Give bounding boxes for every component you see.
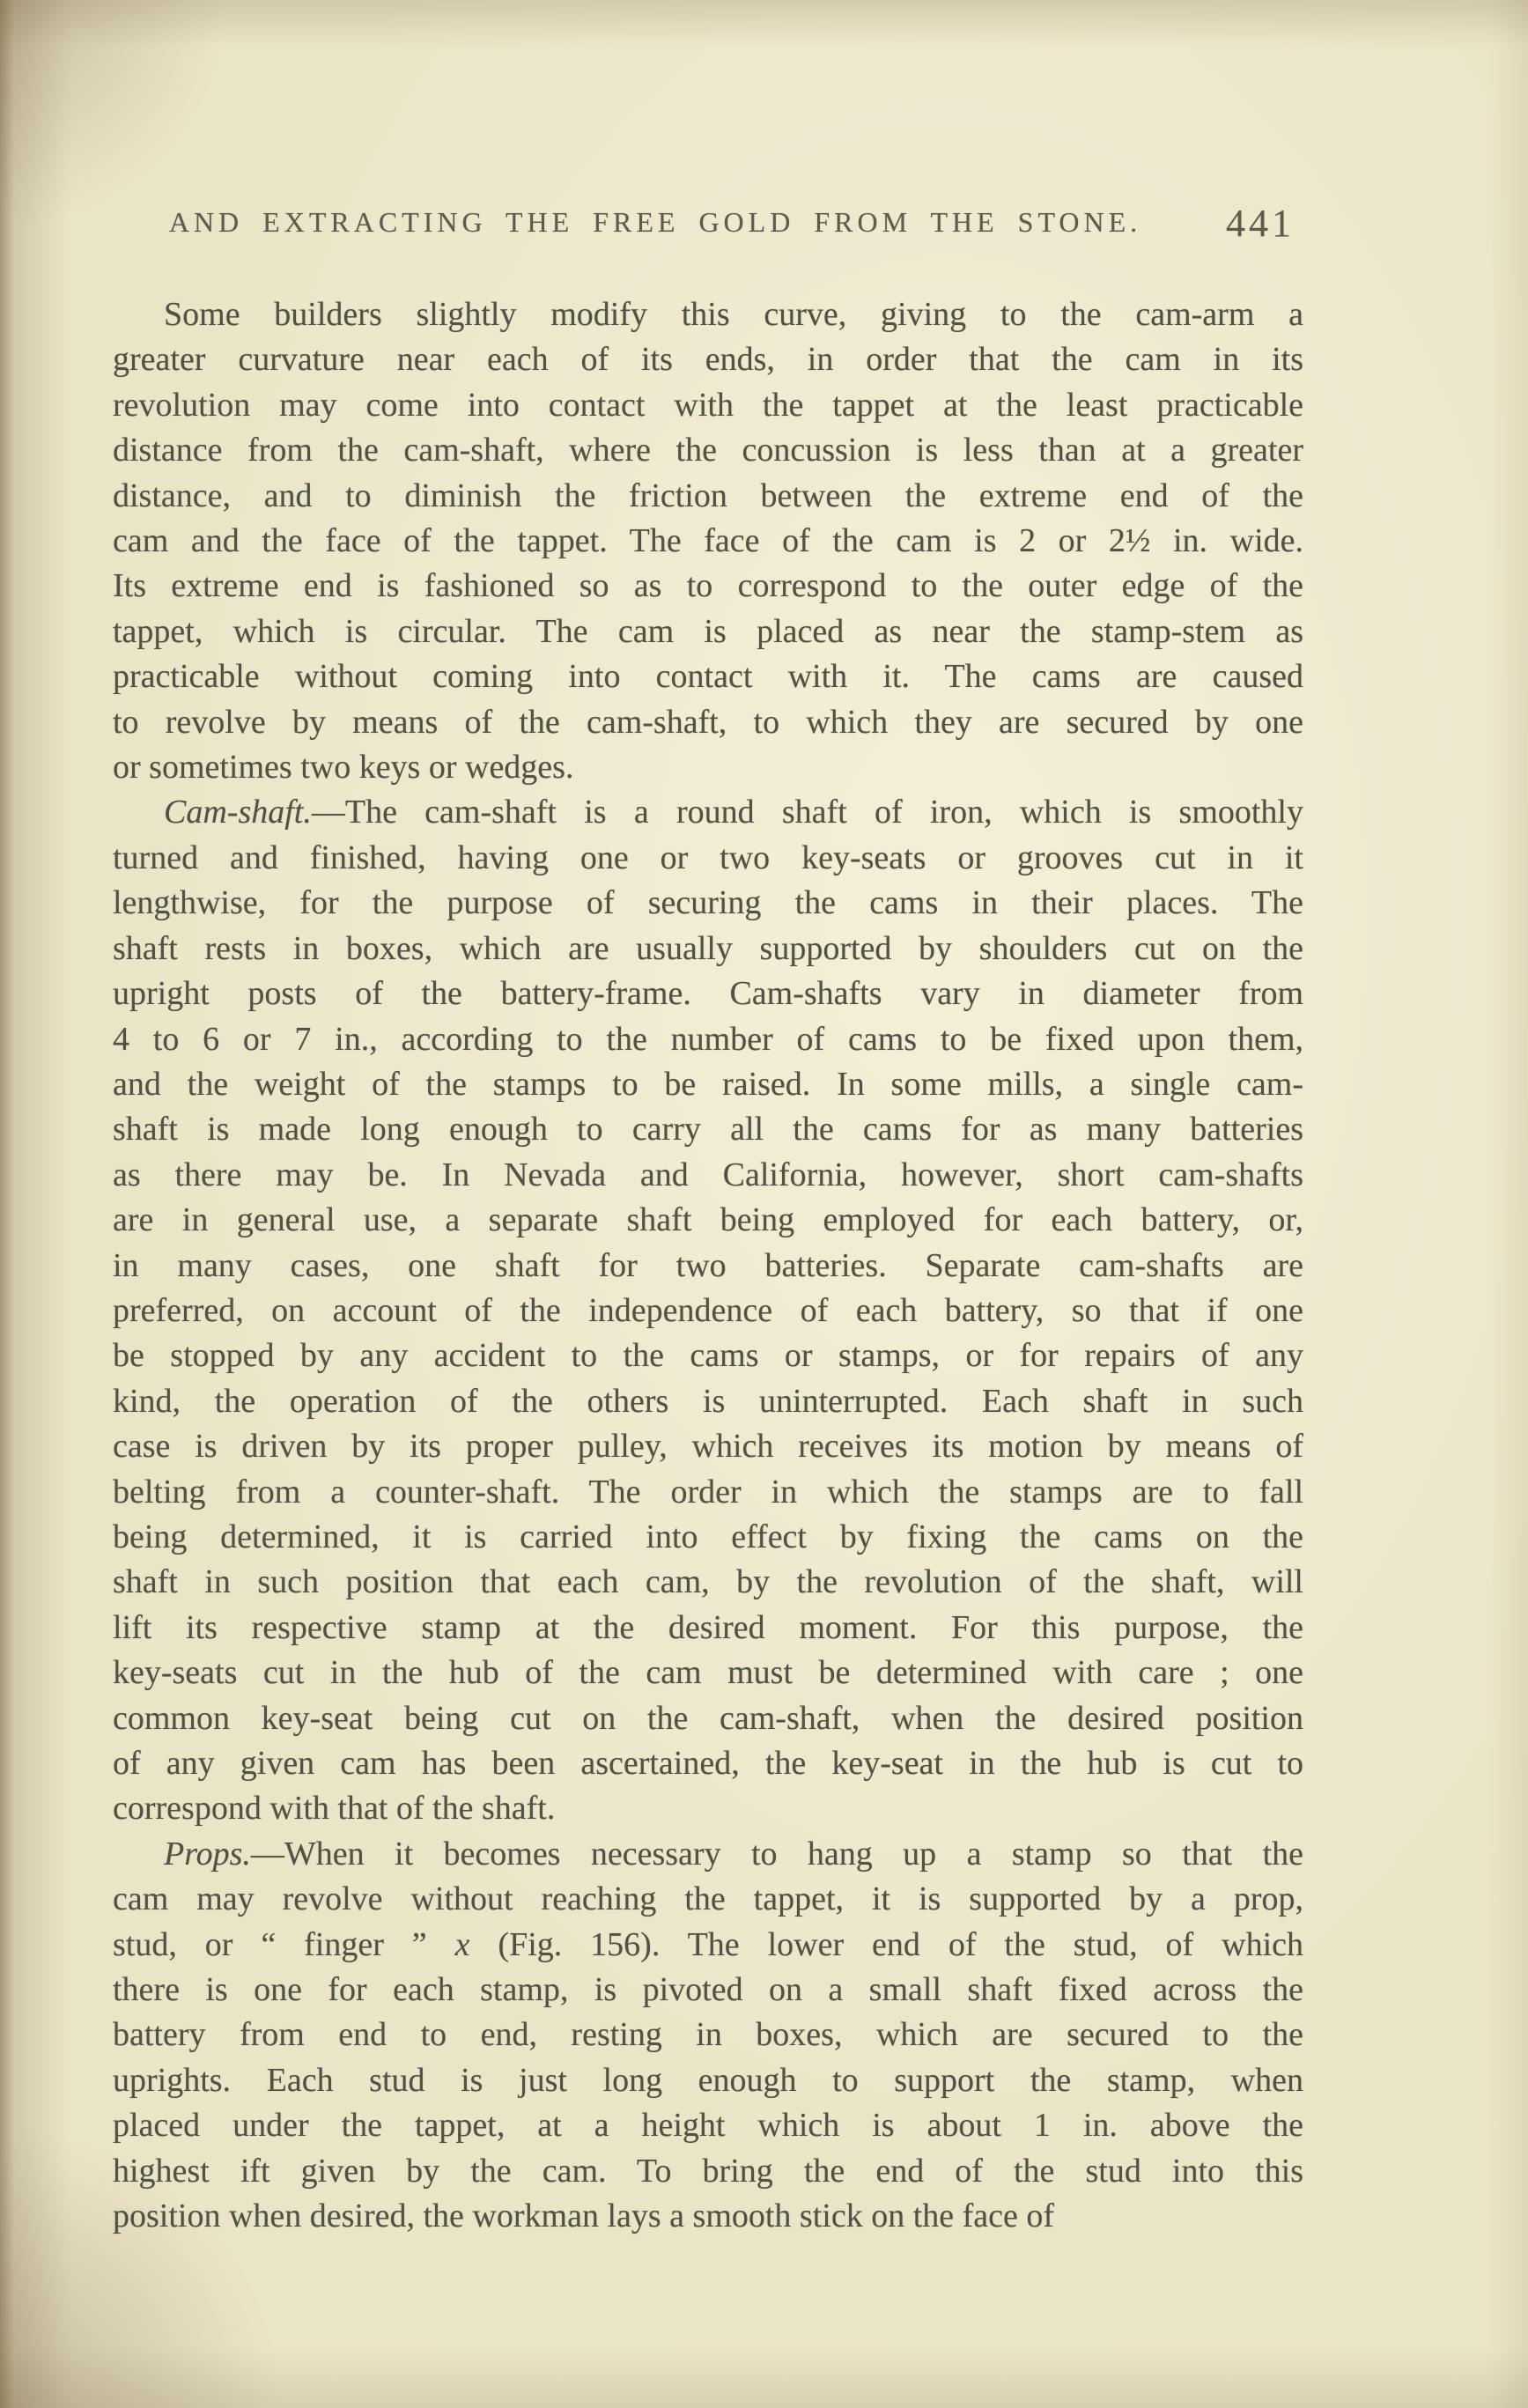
text-line: revolution may come into contact with the tappet at the least practicable xyxy=(113,386,1303,424)
text-line: in many cases, one shaft for two batteries. Separate cam-shafts are xyxy=(113,1246,1303,1284)
text-line: common key-seat being cut on the cam-shaft, when the desired position xyxy=(113,1699,1303,1737)
body-text xyxy=(113,292,1303,2239)
text-line: there is one for each stamp, is pivoted on a small shaft fixed across the xyxy=(113,1971,1303,2009)
running-header-title: AND EXTRACTING THE FREE GOLD FROM THE STONE. xyxy=(168,206,1142,238)
text-line: battery from end to end, resting in boxes, which are secured to the xyxy=(113,2016,1303,2054)
paragraph xyxy=(113,292,1303,790)
text-line: shaft is made long enough to carry all the cams for as many batteries xyxy=(113,1111,1303,1149)
text-line: belting from a counter-shaft. The order in which the stamps are to fall xyxy=(113,1473,1303,1511)
page-number: 441 xyxy=(1226,202,1295,245)
text-line: upright posts of the battery-frame. Cam-shafts vary in diameter from xyxy=(113,975,1303,1013)
text-line: uprights. Each stud is just long enough to support the stamp, when xyxy=(113,2061,1303,2099)
text-line: placed under the tappet, at a height which is about 1 in. above the xyxy=(113,2107,1303,2145)
text-line: turned and finished, having one or two key-seats or grooves cut in it xyxy=(113,838,1303,876)
text-line: position when desired, the workman lays a smooth stick on the face of xyxy=(113,2197,1055,2235)
text-line: 4 to 6 or 7 in., according to the number of cams to be fixed upon them, xyxy=(113,1020,1303,1058)
text-line: tappet, which is circular. The cam is placed as near the stamp-stem as xyxy=(113,612,1303,650)
paragraph xyxy=(113,790,1303,1831)
text-line: greater curvature near each of its ends, in order that the cam in its xyxy=(113,341,1303,379)
text-line: cam and the face of the tappet. The face of the cam is 2 or 2½ in. wide. xyxy=(113,522,1303,560)
text-line: correspond with that of the shaft. xyxy=(113,1790,556,1828)
text-line: highest ift given by the cam. To bring the end of the stud into this xyxy=(113,2152,1303,2190)
text-line: being determined, it is carried into effect by fixing the cams on the xyxy=(113,1518,1303,1555)
text-line: to revolve by means of the cam-shaft, to which they are secured by one xyxy=(113,703,1303,741)
text-line: shaft rests in boxes, which are usually supported by shoulders cut on the xyxy=(113,929,1303,967)
text-line: kind, the operation of the others is uninterrupted. Each shaft in such xyxy=(113,1382,1303,1420)
text-line: Props.—When it becomes necessary to hang up a stamp so that the xyxy=(164,1835,1303,1872)
text-line: cam may revolve without reaching the tappet, it is supported by a prop, xyxy=(113,1880,1303,1918)
text-line: Cam-shaft.—The cam-shaft is a round shaft of iron, which is smoothly xyxy=(164,794,1303,831)
text-line: Its extreme end is fashioned so as to correspond to the outer edge of the xyxy=(113,567,1303,605)
running-header xyxy=(113,201,1303,247)
text-line: preferred, on account of the independence of each battery, so that if one xyxy=(113,1291,1303,1329)
paragraph xyxy=(113,1832,1303,2240)
text-line: and the weight of the stamps to be raised. In some mills, a single cam- xyxy=(113,1065,1303,1103)
text-line: lift its respective stamp at the desired moment. For this purpose, the xyxy=(113,1608,1303,1646)
text-line: shaft in such position that each cam, by the revolution of the shaft, will xyxy=(113,1563,1303,1601)
text-line: lengthwise, for the purpose of securing the cams in their places. The xyxy=(113,884,1303,922)
text-line: stud, or “ finger ” x (Fig. 156). The lower end of the stud, of which xyxy=(113,1925,1303,1963)
text-line: distance from the cam-shaft, where the concussion is less than at a greater xyxy=(113,432,1303,469)
text-line: Some builders slightly modify this curve, giving to the cam-arm a xyxy=(164,296,1303,333)
text-line: are in general use, a separate shaft being employed for each battery, or, xyxy=(113,1201,1303,1239)
text-line: of any given cam has been ascertained, the key-seat in the hub is cut to xyxy=(113,1745,1303,1782)
text-line: be stopped by any accident to the cams or stamps, or for repairs of any xyxy=(113,1337,1303,1375)
text-line: or sometimes two keys or wedges. xyxy=(113,749,574,787)
text-line: practicable without coming into contact with it. The cams are caused xyxy=(113,658,1303,696)
text-line: key-seats cut in the hub of the cam must be determined with care ; one xyxy=(113,1654,1303,1692)
text-line: distance, and to diminish the friction between the extreme end of the xyxy=(113,476,1303,514)
text-line: case is driven by its proper pulley, which receives its motion by means of xyxy=(113,1428,1303,1466)
text-line: as there may be. In Nevada and California, however, short cam-shafts xyxy=(113,1156,1303,1193)
